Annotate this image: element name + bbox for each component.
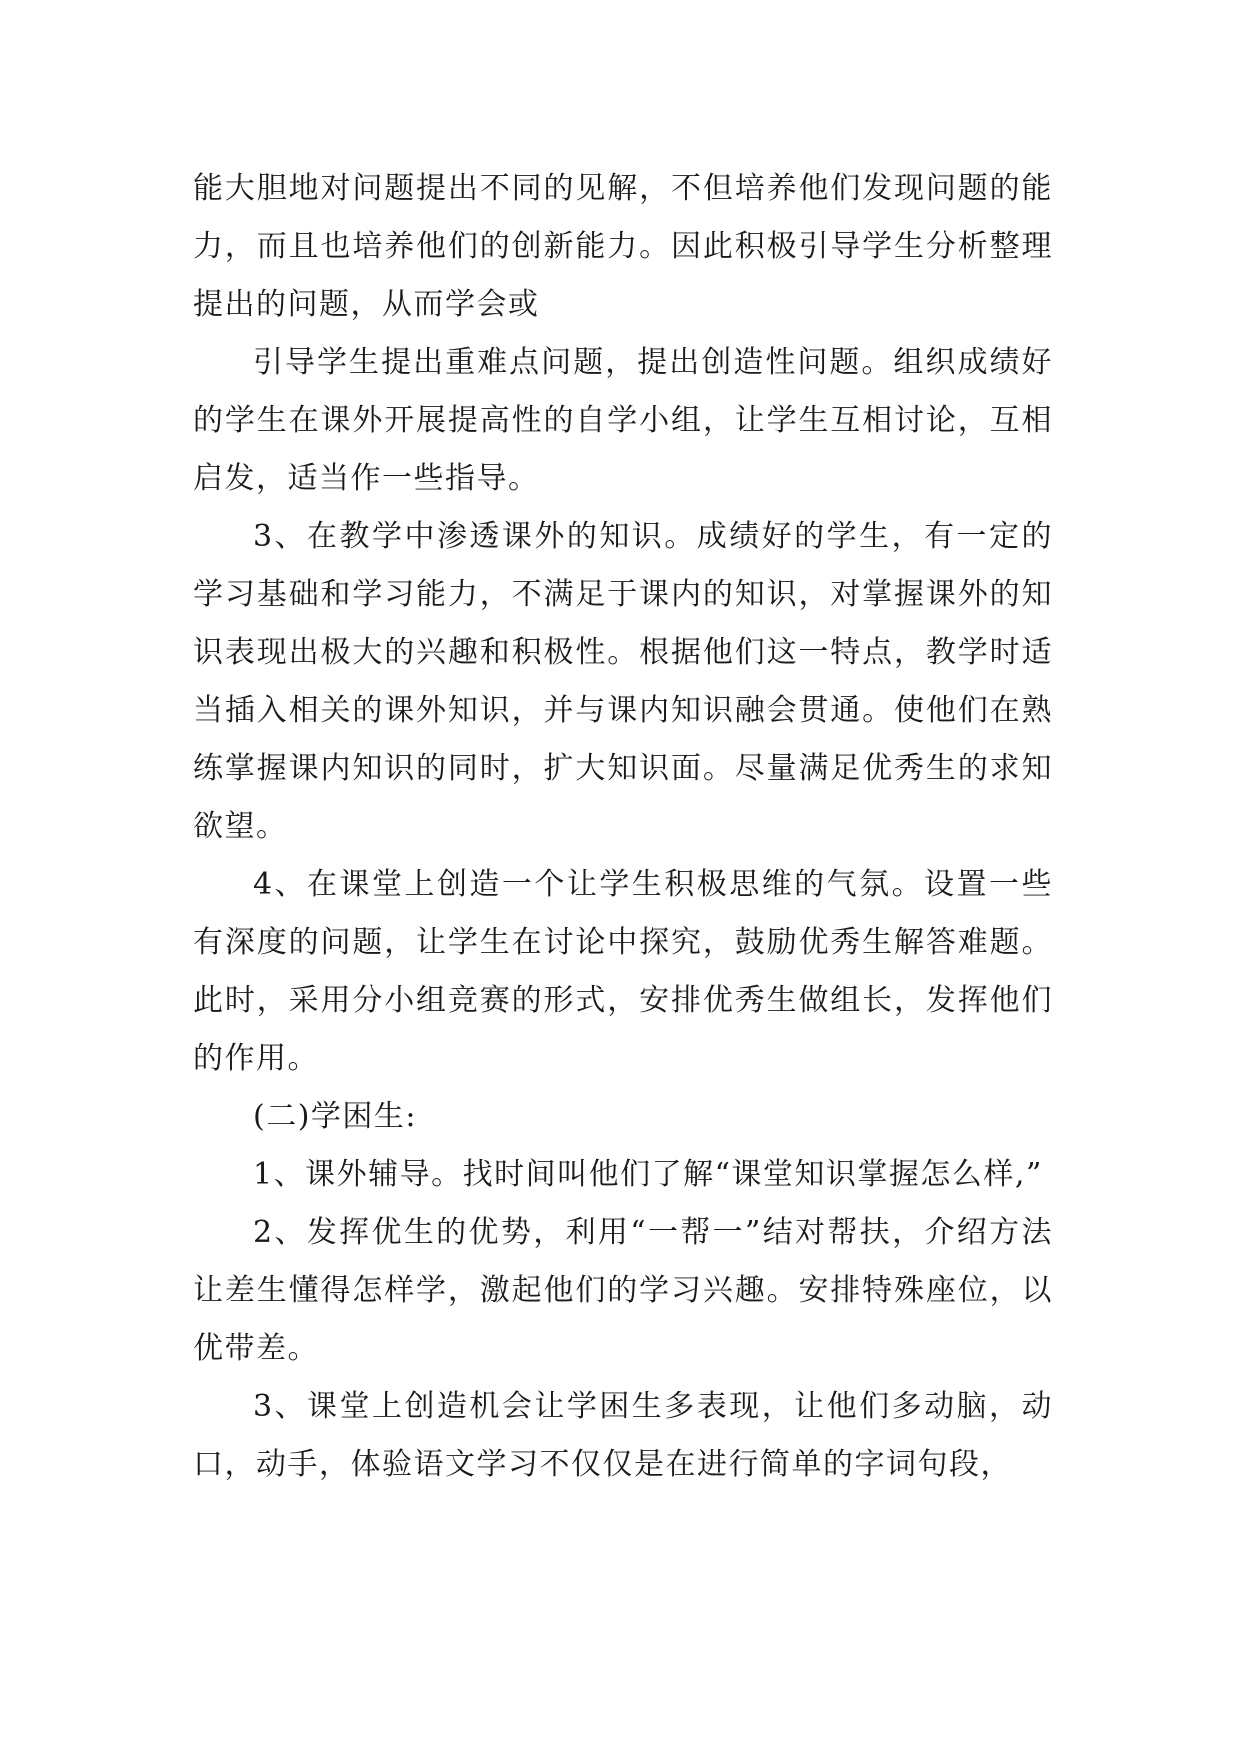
paragraph-7: 2、发挥优生的优势，利用“一帮一”结对帮扶，介绍方法让差生懂得怎样学，激起他们的学习兴趣。安排特殊座位，以优带差。 [193,1215,1053,1366]
paragraph-1: 能大胆地对问题提出不同的见解，不但培养他们发现问题的能力，而且也培养他们的创新能力。因此积极引导学生分析整理提出的问题，从而学会或 [193,171,1053,322]
paragraph-8: 3、课堂上创造机会让学困生多表现，让他们多动脑，动口，动手，体验语文学习不仅仅是在进行简单的字词句段， [193,1389,1053,1482]
section-heading-struggling-students: (二)学困生: [253,1099,418,1134]
paragraph-3: 3、在教学中渗透课外的知识。成绩好的学生，有一定的学习基础和学习能力，不满足于课内的知识，对掌握课外的知识表现出极大的兴趣和积极性。根据他们这一特点，教学时适当插入相关的课外知识，并与课内知识融会贯通。使他们在熟练掌握课内知识的同时，扩大知识面。尽量满足优秀生的求知欲望。 [193,519,1053,844]
paragraph-4: 4、在课堂上创造一个让学生积极思维的气氛。设置一些有深度的问题，让学生在讨论中探究，鼓励优秀生解答难题。此时，采用分小组竞赛的形式，安排优秀生做组长，发挥他们的作用。 [193,867,1053,1076]
paragraph-2: 引导学生提出重难点问题，提出创造性问题。组织成绩好的学生在课外开展提高性的自学小组，让学生互相讨论，互相启发，适当作一些指导。 [193,345,1053,496]
document-body [193,160,1053,1494]
paragraph-6: 1、课外辅导。找时间叫他们了解“课堂知识掌握怎么样,” [253,1157,1043,1192]
